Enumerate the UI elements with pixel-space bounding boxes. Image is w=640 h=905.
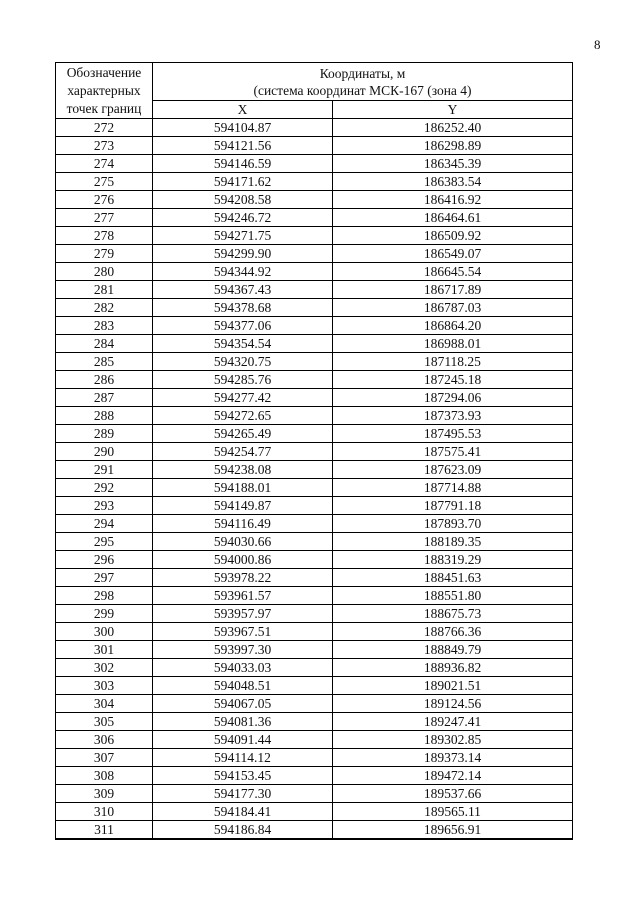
x-coordinate-cell: 594378.68 [153,299,333,317]
table-row [56,263,573,281]
y-coordinate-cell: 189373.14 [333,749,573,767]
table-row [56,389,573,407]
point-number-cell: 304 [56,695,153,713]
x-coordinate-cell: 594238.08 [153,461,333,479]
point-number-cell: 280 [56,263,153,281]
table-row [56,371,573,389]
table-row [56,659,573,677]
table-row [56,425,573,443]
point-number-cell: 288 [56,407,153,425]
x-coordinate-cell: 594091.44 [153,731,333,749]
point-number-cell: 274 [56,155,153,173]
y-coordinate-cell: 188766.36 [333,623,573,641]
table-row [56,641,573,659]
point-number-cell: 309 [56,785,153,803]
y-coordinate-cell: 187118.25 [333,353,573,371]
y-coordinate-cell: 186864.20 [333,317,573,335]
table-row [56,587,573,605]
point-designation-header [56,63,153,119]
x-coordinate-cell: 594121.56 [153,137,333,155]
y-coordinate-cell: 187495.53 [333,425,573,443]
table-row [56,155,573,173]
y-coordinate-cell: 189537.66 [333,785,573,803]
table-row [56,353,573,371]
x-coordinate-cell: 594171.62 [153,173,333,191]
y-coordinate-cell: 187714.88 [333,479,573,497]
table-row [56,209,573,227]
x-coordinate-cell: 594104.87 [153,119,333,137]
x-coordinate-cell: 594177.30 [153,785,333,803]
y-coordinate-cell: 188551.80 [333,587,573,605]
y-coordinate-cell: 189021.51 [333,677,573,695]
table-row [56,785,573,803]
point-number-cell: 299 [56,605,153,623]
header-line: характерных [67,83,141,98]
point-number-cell: 303 [56,677,153,695]
table-row [56,173,573,191]
table-row [56,749,573,767]
x-coordinate-cell: 594265.49 [153,425,333,443]
page-number: 8 [594,37,601,52]
table-body [56,119,573,840]
y-coordinate-cell: 186383.54 [333,173,573,191]
point-number-cell: 289 [56,425,153,443]
x-coordinate-cell: 594246.72 [153,209,333,227]
table-row [56,281,573,299]
x-coordinate-cell: 594081.36 [153,713,333,731]
table-row [56,605,573,623]
point-number-cell: 310 [56,803,153,821]
point-number-cell: 307 [56,749,153,767]
point-number-cell: 287 [56,389,153,407]
header-line: Обозначение [66,65,142,80]
table-row [56,191,573,209]
y-coordinate-cell: 189656.91 [333,821,573,840]
point-number-cell: 284 [56,335,153,353]
table-row [56,479,573,497]
y-column-header: Y [333,101,573,119]
y-coordinate-cell: 187623.09 [333,461,573,479]
y-coordinate-cell: 188451.63 [333,569,573,587]
table-row [56,713,573,731]
y-coordinate-cell: 189472.14 [333,767,573,785]
x-coordinate-cell: 594067.05 [153,695,333,713]
x-coordinate-cell: 594114.12 [153,749,333,767]
header-line: (система координат МСК-167 (зона 4) [253,83,472,98]
x-coordinate-cell: 593961.57 [153,587,333,605]
y-coordinate-cell: 187893.70 [333,515,573,533]
y-coordinate-cell: 187373.93 [333,407,573,425]
x-coordinate-cell: 594000.86 [153,551,333,569]
point-number-cell: 292 [56,479,153,497]
point-number-cell: 283 [56,317,153,335]
point-number-cell: 279 [56,245,153,263]
point-number-cell: 301 [56,641,153,659]
table-row [56,497,573,515]
table-row [56,137,573,155]
coordinates-table [55,62,573,840]
x-coordinate-cell: 594188.01 [153,479,333,497]
y-coordinate-cell: 187245.18 [333,371,573,389]
y-coordinate-cell: 189247.41 [333,713,573,731]
point-number-cell: 294 [56,515,153,533]
x-coordinate-cell: 593967.51 [153,623,333,641]
y-coordinate-cell: 187791.18 [333,497,573,515]
point-number-cell: 291 [56,461,153,479]
table-row [56,515,573,533]
y-coordinate-cell: 189565.11 [333,803,573,821]
y-coordinate-cell: 188319.29 [333,551,573,569]
point-number-cell: 272 [56,119,153,137]
y-coordinate-cell: 187294.06 [333,389,573,407]
point-number-cell: 281 [56,281,153,299]
x-coordinate-cell: 594320.75 [153,353,333,371]
x-coordinate-cell: 594048.51 [153,677,333,695]
point-number-cell: 306 [56,731,153,749]
y-coordinate-cell: 186787.03 [333,299,573,317]
x-coordinate-cell: 594354.54 [153,335,333,353]
table-row [56,803,573,821]
x-coordinate-cell: 594271.75 [153,227,333,245]
y-coordinate-cell: 186345.39 [333,155,573,173]
coordinates-header [153,63,573,101]
table-row [56,245,573,263]
point-number-cell: 285 [56,353,153,371]
table-row [56,461,573,479]
x-coordinate-cell: 594146.59 [153,155,333,173]
x-coordinate-cell: 594033.03 [153,659,333,677]
header-line: Координаты, м [319,66,406,81]
x-coordinate-cell: 594030.66 [153,533,333,551]
table-row [56,551,573,569]
y-coordinate-cell: 187575.41 [333,443,573,461]
table-row [56,767,573,785]
x-coordinate-cell: 594285.76 [153,371,333,389]
x-column-header: X [153,101,333,119]
table-row [56,533,573,551]
point-number-cell: 277 [56,209,153,227]
x-coordinate-cell: 594272.65 [153,407,333,425]
x-coordinate-cell: 594367.43 [153,281,333,299]
y-coordinate-cell: 186298.89 [333,137,573,155]
x-coordinate-cell: 594344.92 [153,263,333,281]
x-coordinate-cell: 594184.41 [153,803,333,821]
point-number-cell: 290 [56,443,153,461]
point-number-cell: 273 [56,137,153,155]
point-number-cell: 278 [56,227,153,245]
x-coordinate-cell: 593978.22 [153,569,333,587]
table-header [56,63,573,119]
x-coordinate-cell: 594186.84 [153,821,333,840]
x-coordinate-cell: 593957.97 [153,605,333,623]
table-row [56,443,573,461]
y-coordinate-cell: 186252.40 [333,119,573,137]
x-coordinate-cell: 594277.42 [153,389,333,407]
table-row [56,227,573,245]
x-coordinate-cell: 594153.45 [153,767,333,785]
table-row [56,695,573,713]
y-coordinate-cell: 188675.73 [333,605,573,623]
x-coordinate-cell: 594254.77 [153,443,333,461]
table-row [56,317,573,335]
point-number-cell: 305 [56,713,153,731]
point-number-cell: 276 [56,191,153,209]
point-number-cell: 308 [56,767,153,785]
table-row [56,731,573,749]
table-row [56,407,573,425]
point-number-cell: 298 [56,587,153,605]
point-number-cell: 302 [56,659,153,677]
x-coordinate-cell: 593997.30 [153,641,333,659]
table-row [56,677,573,695]
y-coordinate-cell: 186988.01 [333,335,573,353]
table-row [56,821,573,840]
y-coordinate-cell: 189124.56 [333,695,573,713]
y-coordinate-cell: 188189.35 [333,533,573,551]
table-row [56,623,573,641]
y-coordinate-cell: 188936.82 [333,659,573,677]
y-coordinate-cell: 186416.92 [333,191,573,209]
table-row [56,569,573,587]
y-coordinate-cell: 186717.89 [333,281,573,299]
point-number-cell: 297 [56,569,153,587]
y-coordinate-cell: 188849.79 [333,641,573,659]
x-coordinate-cell: 594149.87 [153,497,333,515]
y-coordinate-cell: 186509.92 [333,227,573,245]
table-row [56,299,573,317]
point-number-cell: 282 [56,299,153,317]
x-coordinate-cell: 594116.49 [153,515,333,533]
point-number-cell: 311 [56,821,153,840]
y-coordinate-cell: 186549.07 [333,245,573,263]
table-row [56,335,573,353]
header-line: точек границ [66,101,142,116]
point-number-cell: 286 [56,371,153,389]
y-coordinate-cell: 186645.54 [333,263,573,281]
x-coordinate-cell: 594377.06 [153,317,333,335]
x-coordinate-cell: 594208.58 [153,191,333,209]
point-number-cell: 293 [56,497,153,515]
point-number-cell: 300 [56,623,153,641]
x-coordinate-cell: 594299.90 [153,245,333,263]
table-row [56,119,573,137]
point-number-cell: 295 [56,533,153,551]
y-coordinate-cell: 189302.85 [333,731,573,749]
point-number-cell: 296 [56,551,153,569]
point-number-cell: 275 [56,173,153,191]
y-coordinate-cell: 186464.61 [333,209,573,227]
